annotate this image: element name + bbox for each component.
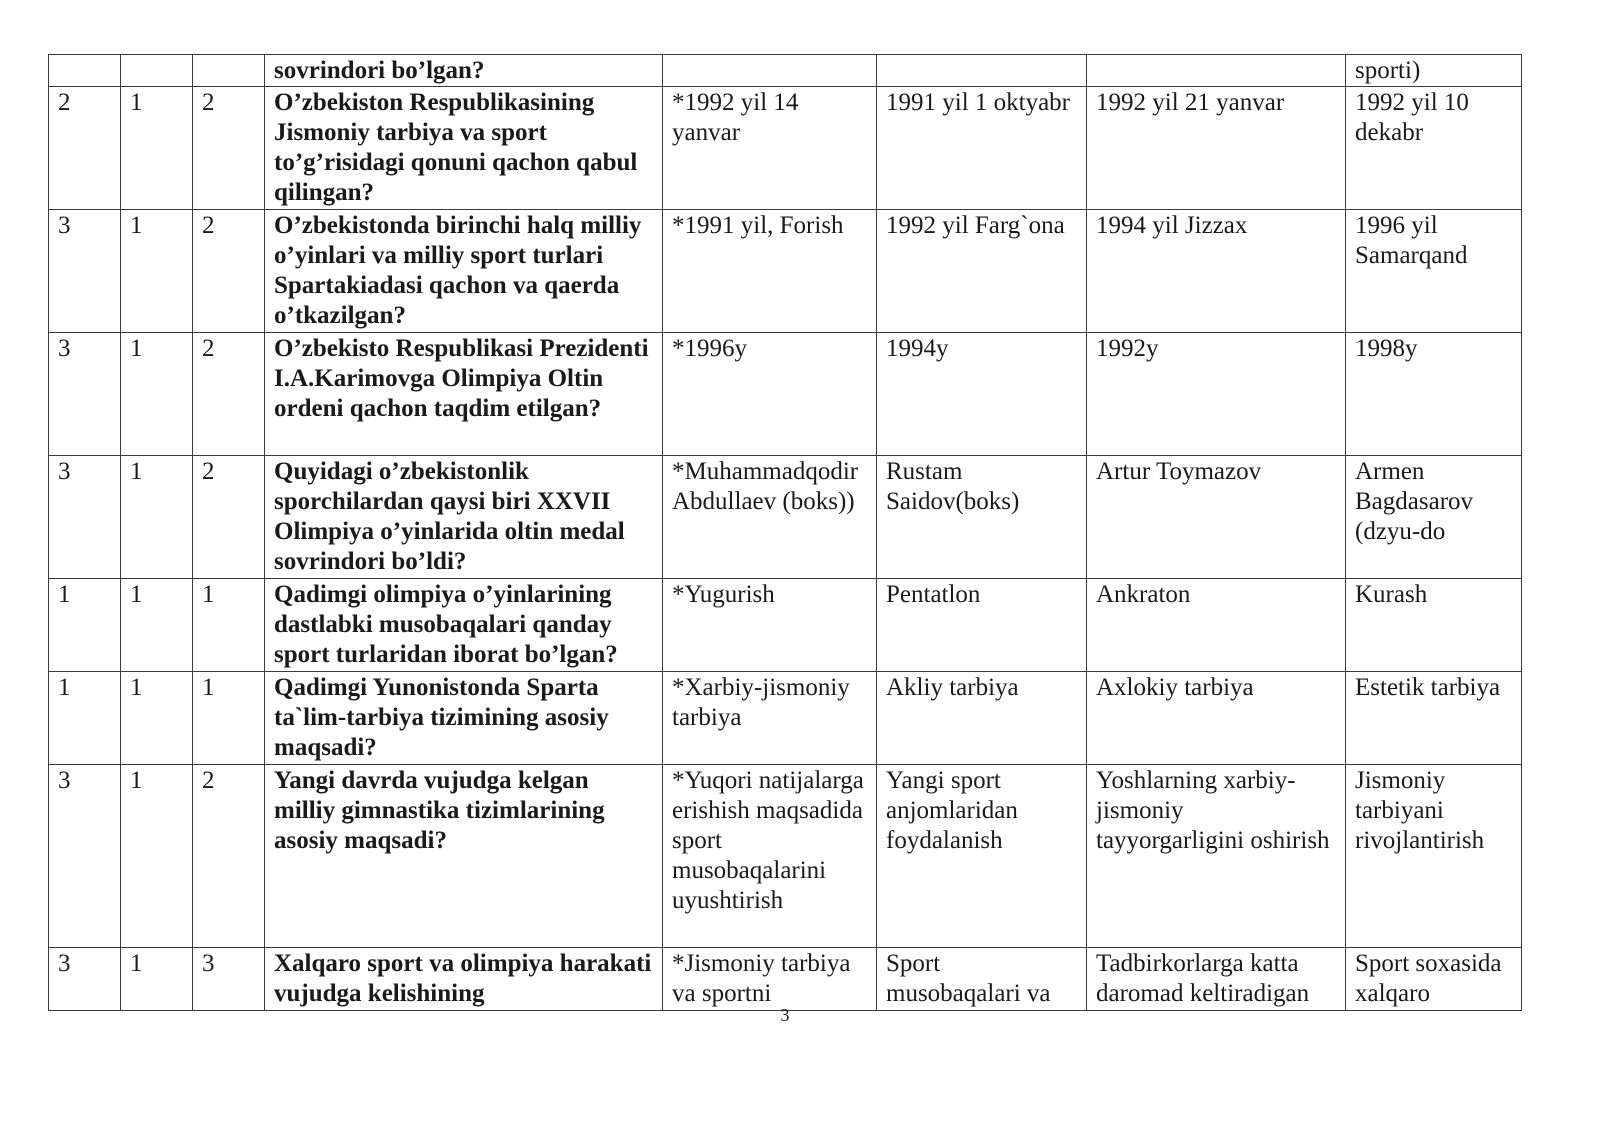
- table-row: [49, 210, 1522, 333]
- answer-option-2-cell: Yangi sport anjomlaridan foydalanish: [877, 765, 1087, 948]
- answer-option-4-cell: Sport soxasida xalqaro: [1346, 948, 1522, 1011]
- answer-option-3-cell: Tadbirkorlarga katta daromad keltiradigan: [1087, 948, 1346, 1011]
- difficulty-cell: 1: [49, 672, 121, 765]
- difficulty-cell: [49, 55, 121, 87]
- answer-option-3-cell: Axlokiy tarbiya: [1087, 672, 1346, 765]
- difficulty-cell: 3: [49, 948, 121, 1011]
- correct-answer-cell: *1991 yil, Forish: [663, 210, 877, 333]
- answer-option-3-cell: 1992 yil 21 yanvar: [1087, 87, 1346, 210]
- answer-option-4-cell: 1996 yil Samarqand: [1346, 210, 1522, 333]
- answer-option-3-cell: [1087, 55, 1346, 87]
- difficulty-cell: 3: [49, 456, 121, 579]
- section-cell: 1: [121, 579, 193, 672]
- question-cell: Yangi davrda vujudga kelgan milliy gimnastika tizimlarining asosiy maqsadi?: [265, 765, 663, 948]
- answer-option-3-cell: 1994 yil Jizzax: [1087, 210, 1346, 333]
- table-row: [49, 765, 1522, 948]
- section-cell: 1: [121, 456, 193, 579]
- question-cell: O’zbekistonda birinchi halq milliy o’yinlari va milliy sport turlari Spartakiadasi qachon va qaerda o’tkazilgan?: [265, 210, 663, 333]
- answer-option-3-cell: Ankraton: [1087, 579, 1346, 672]
- question-cell: Quyidagi o’zbekistonlik sporchilardan qaysi biri XXVII Olimpiya o’yinlarida oltin medal sovrindori bo’ldi?: [265, 456, 663, 579]
- answer-option-4-cell: Armen Bagdasarov (dzyu-do: [1346, 456, 1522, 579]
- answer-option-2-cell: 1994y: [877, 333, 1087, 456]
- answer-option-3-cell: Yoshlarning xarbiy-jismoniy tayyorgarligini oshirish: [1087, 765, 1346, 948]
- answer-option-3-cell: 1992y: [1087, 333, 1346, 456]
- level-cell: 2: [193, 87, 265, 210]
- answer-option-4-cell: 1998y: [1346, 333, 1522, 456]
- answer-option-2-cell: 1991 yil 1 oktyabr: [877, 87, 1087, 210]
- difficulty-cell: 3: [49, 333, 121, 456]
- table-row: [49, 672, 1522, 765]
- section-cell: 1: [121, 765, 193, 948]
- section-cell: 1: [121, 948, 193, 1011]
- correct-answer-cell: *Jismoniy tarbiya va sportni: [663, 948, 877, 1011]
- table-row: [49, 87, 1522, 210]
- difficulty-cell: 3: [49, 210, 121, 333]
- table-body: [49, 55, 1522, 1011]
- answer-option-4-cell: Estetik tarbiya: [1346, 672, 1522, 765]
- correct-answer-cell: *Yugurish: [663, 579, 877, 672]
- table-row: [49, 333, 1522, 456]
- level-cell: 1: [193, 579, 265, 672]
- level-cell: 3: [193, 948, 265, 1011]
- table-row: [49, 579, 1522, 672]
- section-cell: 1: [121, 87, 193, 210]
- answer-option-2-cell: Akliy tarbiya: [877, 672, 1087, 765]
- table-row: [49, 948, 1522, 1011]
- section-cell: 1: [121, 672, 193, 765]
- correct-answer-cell: *Yuqori natijalarga erishish maqsadida sport musobaqalarini uyushtirish: [663, 765, 877, 948]
- answer-option-4-cell: sporti): [1346, 55, 1522, 87]
- answer-option-2-cell: 1992 yil Farg`ona: [877, 210, 1087, 333]
- question-cell: O’zbekiston Respublikasining Jismoniy tarbiya va sport to’g’risidagi qonuni qachon qabul qilingan?: [265, 87, 663, 210]
- test-questions-table: [48, 54, 1522, 1011]
- difficulty-cell: 1: [49, 579, 121, 672]
- table-row: [49, 456, 1522, 579]
- question-cell: O’zbekisto Respublikasi Prezidenti I.A.Karimovga Olimpiya Oltin ordeni qachon taqdim etilgan?: [265, 333, 663, 456]
- answer-option-4-cell: Kurash: [1346, 579, 1522, 672]
- answer-option-2-cell: Pentatlon: [877, 579, 1087, 672]
- question-cell: Xalqaro sport va olimpiya harakati vujudga kelishining: [265, 948, 663, 1011]
- question-cell: Qadimgi olimpiya o’yinlarining dastlabki musobaqalari qanday sport turlaridan iborat bo’lgan?: [265, 579, 663, 672]
- level-cell: 2: [193, 333, 265, 456]
- level-cell: [193, 55, 265, 87]
- correct-answer-cell: [663, 55, 877, 87]
- level-cell: 1: [193, 672, 265, 765]
- level-cell: 2: [193, 765, 265, 948]
- level-cell: 2: [193, 210, 265, 333]
- answer-option-2-cell: Rustam Saidov(boks): [877, 456, 1087, 579]
- difficulty-cell: 3: [49, 765, 121, 948]
- answer-option-4-cell: Jismoniy tarbiyani rivojlantirish: [1346, 765, 1522, 948]
- correct-answer-cell: *Muhammadqodir Abdullaev (boks)): [663, 456, 877, 579]
- level-cell: 2: [193, 456, 265, 579]
- correct-answer-cell: *Xarbiy-jismoniy tarbiya: [663, 672, 877, 765]
- page-number: 3: [780, 1005, 790, 1025]
- answer-option-2-cell: [877, 55, 1087, 87]
- correct-answer-cell: *1992 yil 14 yanvar: [663, 87, 877, 210]
- answer-option-4-cell: 1992 yil 10 dekabr: [1346, 87, 1522, 210]
- correct-answer-cell: *1996y: [663, 333, 877, 456]
- difficulty-cell: 2: [49, 87, 121, 210]
- section-cell: 1: [121, 210, 193, 333]
- question-cell: Qadimgi Yunonistonda Sparta ta`lim-tarbiya tizimining asosiy maqsadi?: [265, 672, 663, 765]
- question-cell: sovrindori bo’lgan?: [265, 55, 663, 87]
- section-cell: 1: [121, 333, 193, 456]
- answer-option-2-cell: Sport musobaqalari va: [877, 948, 1087, 1011]
- section-cell: [121, 55, 193, 87]
- table-row: [49, 55, 1522, 87]
- answer-option-3-cell: Artur Toymazov: [1087, 456, 1346, 579]
